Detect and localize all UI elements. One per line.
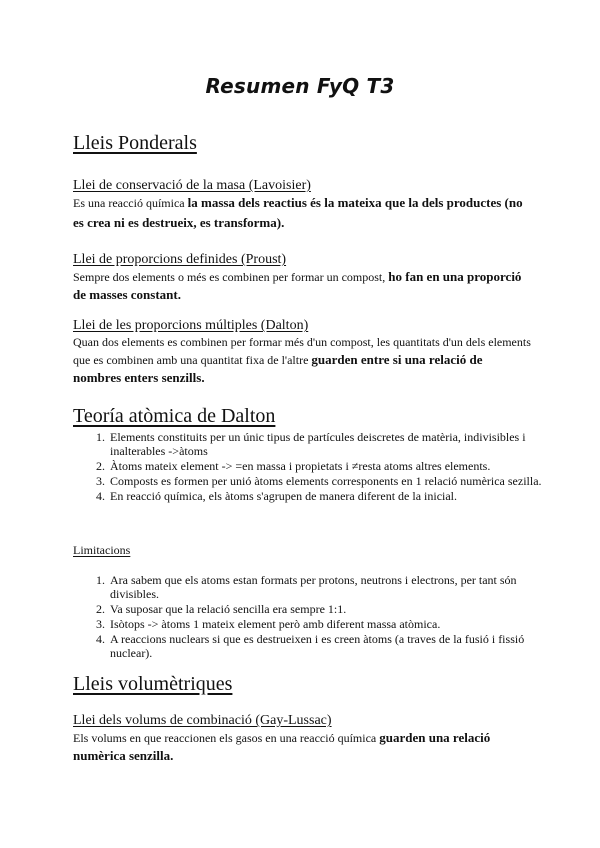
document-title: Resumen FyQ T3: [205, 74, 395, 98]
law-heading-proust: Llei de proporcions definides (Proust): [73, 252, 287, 267]
law-text-plain: Els volums en que reaccionen els gasos en una reacció química: [73, 731, 380, 745]
list-item: 2. Va suposar que la relació sencilla era sempre 1:1.: [108, 602, 548, 616]
law-heading-dalton: Llei de les proporcions múltiples (Dalton): [73, 318, 309, 333]
law-heading-gay-lussac: Llei dels volums de combinació (Gay-Lussac): [73, 713, 332, 728]
list-item: 3. Composts es formen per unió àtoms elements corresponents en 1 relació numèrica sezilla.: [108, 474, 548, 488]
law-text-bold: guarden entre si una relació de nombres enters senzills: [73, 352, 483, 385]
limitations-heading: Limitacions: [73, 543, 131, 557]
law-text-bold: la massa dels reactius és la mateixa que la dels productes (no es crea ni es destrueix, es transforma): [73, 195, 523, 230]
list-item: 4. A reaccions nuclears si que es destrueixen i es creen àtoms (a traves de la fusió i fissió nuclear).: [108, 632, 548, 660]
law-text-plain: Es una reacció química: [73, 196, 188, 210]
law-text-tail: .: [177, 287, 181, 302]
list-item: 1. Ara sabem que els atoms estan formats per protons, neutrons i electrons, per tant són divisibles.: [108, 573, 548, 601]
section-heading-lleis-ponderals: Lleis Ponderals: [73, 132, 197, 154]
law-text-gay-lussac: [73, 729, 533, 765]
law-text-dalton: [73, 334, 533, 387]
law-text-tail: .: [170, 748, 174, 763]
law-text-lavoisier: [73, 193, 533, 233]
law-text-plain: Sempre dos elements o més es combinen per formar un compost,: [73, 270, 389, 284]
law-text-proust: [73, 268, 533, 304]
limitations-list: [82, 573, 548, 661]
list-item: 1. Elements constituits per un únic tipus de partícules deiscretes de matèria, indivisibles i inalterables ->àtoms: [108, 430, 548, 458]
law-text-tail: .: [201, 370, 205, 385]
list-item: 3. Isòtops -> àtoms 1 mateix element però amb diferent massa atòmica.: [108, 617, 548, 631]
list-item: 4. En reacció química, els àtoms s'agrupen de manera diferent de la inicial.: [108, 489, 548, 503]
section-heading-lleis-volumetriques: Lleis volumètriques: [73, 673, 233, 695]
dalton-theory-list: [82, 430, 548, 504]
section-heading-teoria-atomica: Teoría atòmica de Dalton: [73, 405, 276, 427]
law-text-bold: ho fan en una proporció de masses constant: [73, 269, 522, 302]
law-heading-lavoisier: Llei de conservació de la masa (Lavoisier): [73, 178, 311, 193]
law-text-tail: .: [281, 215, 285, 230]
list-item: 2. Àtoms mateix element -> =en massa i propietats i ≠resta atoms altres elements.: [108, 459, 548, 473]
law-text-plain: Quan dos elements es combinen per formar més d'un compost, les quantitats d'un dels elements que es combinen amb una quantitat fixa de l'altre: [73, 335, 531, 367]
law-text-bold: guarden una relació numèrica senzilla: [73, 730, 491, 763]
